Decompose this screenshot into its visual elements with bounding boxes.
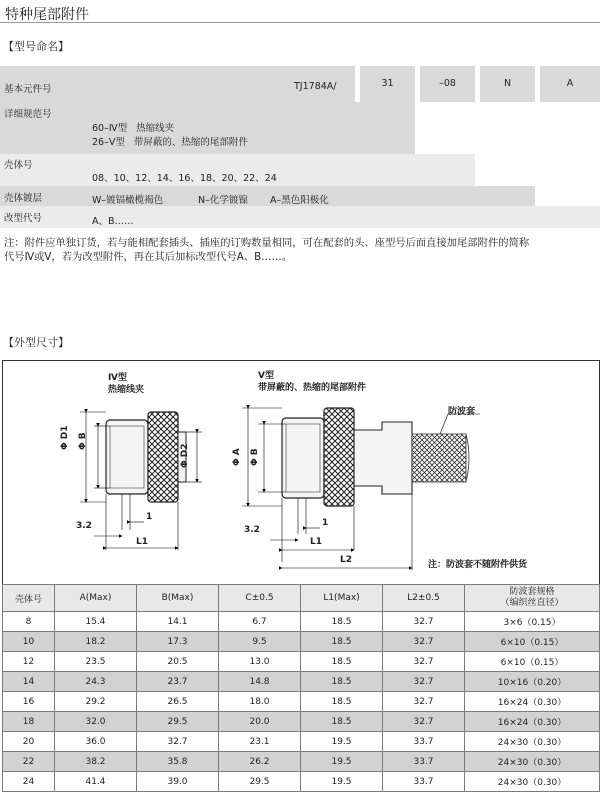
cell-c: 20.0 [219,712,301,732]
cell-a: 36.0 [55,732,137,752]
type-v-caption [258,370,366,394]
cell-a: 24.3 [55,672,137,692]
table-row [3,612,600,632]
cell-b: 35.8 [137,752,219,772]
header-braid-line-2: （编织丝直径） [500,598,564,608]
cell-a: 15.4 [55,612,137,632]
cell-b: 32.7 [137,732,219,752]
header-shell: 壳体号 [3,585,55,612]
cell-c: 9.5 [219,632,301,652]
cell-l2: 33.7 [383,752,465,772]
cell-a: 23.5 [55,652,137,672]
cell-shell: 14 [3,672,55,692]
cell-b: 17.3 [137,632,219,652]
part-size-code: –08 [420,66,475,102]
cell-l2: 33.7 [383,732,465,752]
type-v-drawing [242,408,480,570]
type-iv-caption [108,372,144,396]
header-l2: L2±0.5 [383,585,465,612]
cell-l2: 32.7 [383,632,465,652]
part-mod-code: A [540,66,600,102]
dim-1-label-iv: 1 [146,512,153,522]
cell-shell: 10 [3,632,55,652]
cell-l2: 32.7 [383,672,465,692]
table-row [3,652,600,672]
page-title: 特种尾部附件 [5,7,89,23]
dim-l1-label-iv: L1 [136,537,148,547]
cell-l2: 33.7 [383,772,465,792]
cell-c: 26.2 [219,752,301,772]
title-divider [0,22,600,23]
cell-l1: 19.5 [301,752,383,772]
cell-braid: 3×6（0.15） [465,612,600,632]
table-body [3,612,600,792]
dim-l2-label: L2 [340,555,352,565]
plating-n: N–化学镀镍 [198,195,248,206]
type-iv-type: Ⅳ型 [108,373,127,383]
cell-braid: 24×30（0.30） [465,772,600,792]
cell-braid: 6×10（0.15） [465,652,600,672]
shell-label: 壳体号 [4,160,33,171]
cell-shell: 18 [3,712,55,732]
cell-b: 14.1 [137,612,219,632]
cell-shell: 12 [3,652,55,672]
naming-section-heading: 【型号命名】 [3,40,69,53]
table-row [3,672,600,692]
mod-label: 改型代号 [4,213,43,224]
header-a: A(Max) [55,585,137,612]
plating-w: W–镀镉橄榄褐色 [92,195,164,206]
cell-a: 18.2 [55,632,137,652]
dims-section-heading: 【外型尺寸】 [3,336,69,349]
dim-l1-label-v: L1 [310,537,322,547]
cell-l2: 32.7 [383,612,465,632]
type-iv-drawing [80,412,202,550]
cell-c: 29.5 [219,772,301,792]
cell-b: 26.5 [137,692,219,712]
dim-b-label-v: Φ B [250,448,260,466]
cell-braid: 10×16（0.20） [465,672,600,692]
plating-label: 壳体镀层 [4,193,43,204]
type-v-desc: 带屏蔽的、热缩的尾部附件 [258,383,367,393]
ordering-note-line-2: 代号Ⅳ或Ⅴ，若为改型附件，再在其后加标改型代号A、B……。 [4,251,293,263]
cell-shell: 24 [3,772,55,792]
dim-1-label-v: 1 [322,518,329,528]
cell-shell: 22 [3,752,55,772]
dimension-table [2,584,600,792]
cell-l1: 19.5 [301,732,383,752]
ordering-note-line-1: 注：附件应单独订货，若与能相配套插头、插座的订购数量相同，可在配套的头、座型号后面直接加尾部附件的简称 [4,237,530,249]
cell-b: 29.5 [137,712,219,732]
cell-a: 29.2 [55,692,137,712]
cell-a: 41.4 [55,772,137,792]
cell-c: 13.0 [219,652,301,672]
plating-a: A–黑色阳极化 [270,195,329,206]
dim-d2-label: Φ D2 [180,443,190,468]
mod-values: A、B…… [92,216,134,227]
base-part-number: TJ1784A/ [294,81,337,92]
cell-l2: 32.7 [383,712,465,732]
dim-b-label-iv: Φ B [78,432,88,450]
cell-braid: 6×10（0.15） [465,632,600,652]
header-b: B(Max) [137,585,219,612]
cell-a: 32.0 [55,712,137,732]
braid-label: 防波套 [448,407,476,417]
table-row [3,732,600,752]
detail-line-iv: 60–Ⅳ型 热缩线夹 [92,123,175,134]
cell-shell: 20 [3,732,55,752]
part-shell-code: 31 [360,66,415,102]
cell-l1: 18.5 [301,652,383,672]
dim-3-2-label-iv: 3.2 [76,521,92,531]
table-row [3,712,600,732]
cell-l1: 18.5 [301,712,383,732]
cell-c: 6.7 [219,612,301,632]
dim-3-2-label-v: 3.2 [244,525,260,535]
cell-shell: 16 [3,692,55,712]
mod-row-bg [0,206,600,228]
cell-l1: 18.5 [301,612,383,632]
detail-line-v: 26–Ⅴ型 带屏蔽的、热缩的尾部附件 [92,137,248,148]
cell-b: 23.7 [137,672,219,692]
cell-b: 39.0 [137,772,219,792]
type-iv-desc: 热缩线夹 [108,385,145,395]
cell-l2: 32.7 [383,652,465,672]
type-v-type: Ⅴ型 [258,371,274,381]
cell-c: 18.0 [219,692,301,712]
header-l1: L1(Max) [301,585,383,612]
header-braid-line-1: 防波套规格 [509,587,555,597]
part-plating-code: N [480,66,535,102]
base-label: 基本元件号 [4,84,52,95]
header-braid [465,585,600,612]
cell-braid: 16×24（0.30） [465,692,600,712]
header-c: C±0.5 [219,585,301,612]
dim-d1-label: Φ D1 [60,425,70,450]
cell-l1: 18.5 [301,692,383,712]
braid-note: 注：防波套不随附件供货 [428,560,528,570]
table-row [3,752,600,772]
table-row [3,632,600,652]
table-header-row [3,585,600,612]
cell-braid: 24×30（0.30） [465,752,600,772]
cell-l1: 18.5 [301,672,383,692]
cell-braid: 24×30（0.30） [465,732,600,752]
cell-b: 20.5 [137,652,219,672]
detail-label: 详细规范号 [4,109,52,120]
cell-l2: 32.7 [383,692,465,712]
cell-c: 23.1 [219,732,301,752]
dim-a-label: Φ A [232,448,242,466]
cell-l1: 18.5 [301,632,383,652]
shell-values: 08、10、12、14、16、18、20、22、24 [92,173,277,184]
cell-c: 14.8 [219,672,301,692]
cell-braid: 16×24（0.30） [465,712,600,732]
plating-row-bg [0,186,535,206]
table-row [3,692,600,712]
cell-shell: 8 [3,612,55,632]
cell-a: 38.2 [55,752,137,772]
cell-l1: 19.5 [301,772,383,792]
